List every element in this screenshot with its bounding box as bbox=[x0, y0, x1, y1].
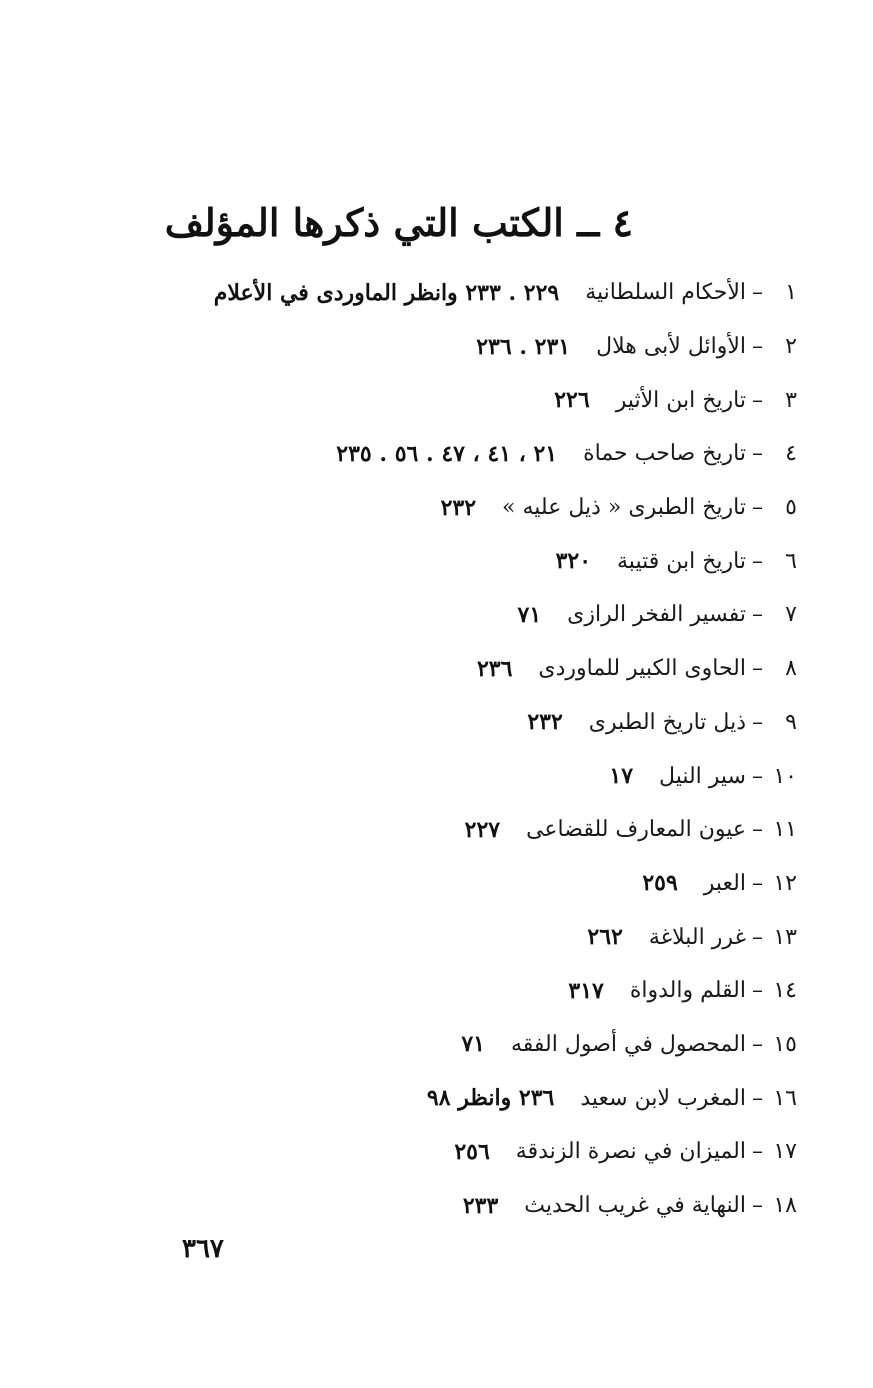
entry-pages: ٢٣٣ bbox=[462, 1192, 499, 1219]
entry-title: غرر البلاغة bbox=[648, 924, 746, 950]
page-number: ٣٦٧ bbox=[182, 1234, 224, 1264]
entry-number: ١٢ bbox=[773, 870, 797, 896]
entry-number: ١١ bbox=[773, 817, 797, 843]
entry-number: ٢ bbox=[785, 334, 797, 360]
entry-pages: ٢٢٦ bbox=[554, 387, 590, 414]
list-item bbox=[77, 588, 797, 642]
entry-pages: ٢٣٦ وانظر ٩٨ bbox=[426, 1085, 555, 1112]
entry-title: الحاوى الكبير للماوردى bbox=[538, 656, 746, 682]
entry-pages: ٢٦٢ bbox=[587, 924, 623, 951]
entry-pages: ٧١ bbox=[461, 1031, 485, 1058]
entry-number: ٩ bbox=[785, 709, 797, 735]
entry-title: سير النيل bbox=[659, 763, 746, 789]
entry-title: تاريخ الطبرى « ذيل عليه » bbox=[502, 495, 746, 521]
list-item bbox=[77, 642, 797, 696]
list-item bbox=[77, 696, 797, 750]
list-item bbox=[77, 534, 797, 588]
page-title: ٤ ــ الكتب التي ذكرها المؤلف bbox=[164, 200, 633, 246]
entry-pages: ٢٣٢ bbox=[527, 709, 563, 736]
book-list bbox=[77, 266, 797, 1232]
entry-number: ٥ bbox=[785, 495, 797, 521]
entry-dash: – bbox=[752, 1085, 763, 1111]
list-item bbox=[77, 427, 797, 481]
entry-dash: – bbox=[752, 548, 763, 574]
entry-number: ٦ bbox=[785, 548, 797, 574]
entry-number: ١٦ bbox=[773, 1085, 797, 1111]
entry-pages: ٢١ ، ٤١ ، ٤٧ . ٥٦ . ٢٣٥ bbox=[336, 440, 558, 467]
entry-pages: ٢٣١ . ٢٣٦ bbox=[476, 333, 571, 360]
entry-dash: – bbox=[752, 709, 763, 735]
entry-pages: ٢٢٧ bbox=[464, 816, 501, 843]
list-item bbox=[77, 1125, 797, 1179]
entry-dash: – bbox=[752, 870, 763, 896]
list-item bbox=[77, 1018, 797, 1072]
list-item bbox=[77, 481, 797, 535]
entry-title: القلم والدواة bbox=[629, 978, 746, 1004]
entry-pages: ٣١٧ bbox=[568, 977, 604, 1004]
entry-pages: ٣٢٠ bbox=[555, 548, 592, 575]
entry-number: ٨ bbox=[785, 656, 797, 682]
entry-title: عيون المعارف للقضاعى bbox=[526, 817, 746, 843]
entry-dash: – bbox=[752, 1139, 763, 1165]
entry-dash: – bbox=[752, 656, 763, 682]
entry-title: المغرب لابن سعيد bbox=[580, 1085, 746, 1111]
entry-pages: ٧١ bbox=[517, 601, 542, 628]
list-item bbox=[77, 964, 797, 1018]
entry-dash: – bbox=[752, 763, 763, 789]
entry-number: ٧ bbox=[785, 602, 797, 628]
entry-title: تاريخ صاحب حماة bbox=[583, 441, 746, 467]
entry-pages: ٢٥٩ bbox=[642, 870, 678, 897]
entry-dash: – bbox=[752, 280, 763, 306]
list-item bbox=[77, 1179, 797, 1233]
entry-number: ١٥ bbox=[773, 1031, 797, 1057]
entry-title: العبر bbox=[703, 870, 746, 896]
entry-pages: ١٧ bbox=[609, 763, 634, 790]
list-item bbox=[77, 320, 797, 374]
entry-dash: – bbox=[752, 817, 763, 843]
list-item bbox=[77, 373, 797, 427]
entry-number: ١ bbox=[785, 280, 797, 306]
entry-pages: ٢٣٦ bbox=[476, 655, 513, 682]
list-item bbox=[77, 749, 797, 803]
list-item bbox=[77, 803, 797, 857]
entry-title: تاريخ ابن الأثير bbox=[615, 387, 746, 413]
entry-number: ١٤ bbox=[773, 978, 797, 1004]
entry-dash: – bbox=[752, 924, 763, 950]
entry-number: ٣ bbox=[785, 387, 797, 413]
entry-pages: ٢٣٢ bbox=[440, 494, 477, 521]
list-item bbox=[77, 857, 797, 911]
entry-number: ١٣ bbox=[773, 924, 797, 950]
entry-dash: – bbox=[752, 978, 763, 1004]
entry-number: ١٧ bbox=[773, 1139, 797, 1165]
entry-title: النهاية في غريب الحديث bbox=[524, 1193, 746, 1219]
list-item bbox=[77, 1071, 797, 1125]
entry-title: الميزان في نصرة الزندقة bbox=[515, 1139, 746, 1165]
entry-title: المحصول في أصول الفقه bbox=[510, 1031, 746, 1057]
entry-number: ١٠ bbox=[773, 763, 797, 789]
entry-title: تاريخ ابن قتيبة bbox=[617, 548, 746, 574]
entry-title: تفسير الفخر الرازى bbox=[567, 602, 746, 628]
entry-pages: ٢٢٩ . ٢٣٣ وانظر الماوردى في الأعلام bbox=[213, 279, 560, 306]
entry-dash: – bbox=[752, 1031, 763, 1057]
entry-dash: – bbox=[752, 495, 763, 521]
entry-number: ٤ bbox=[785, 441, 797, 467]
entry-title: ذيل تاريخ الطبرى bbox=[588, 709, 746, 735]
list-item bbox=[77, 266, 797, 320]
entry-dash: – bbox=[752, 602, 763, 628]
entry-dash: – bbox=[752, 441, 763, 467]
entry-dash: – bbox=[752, 387, 763, 413]
entry-number: ١٨ bbox=[773, 1193, 797, 1219]
entry-title: الأوائل لأبى هلال bbox=[596, 334, 746, 360]
entry-dash: – bbox=[752, 1193, 763, 1219]
entry-pages: ٢٥٦ bbox=[454, 1138, 490, 1165]
entry-dash: – bbox=[752, 334, 763, 360]
list-item bbox=[77, 910, 797, 964]
entry-title: الأحكام السلطانية bbox=[585, 280, 746, 306]
